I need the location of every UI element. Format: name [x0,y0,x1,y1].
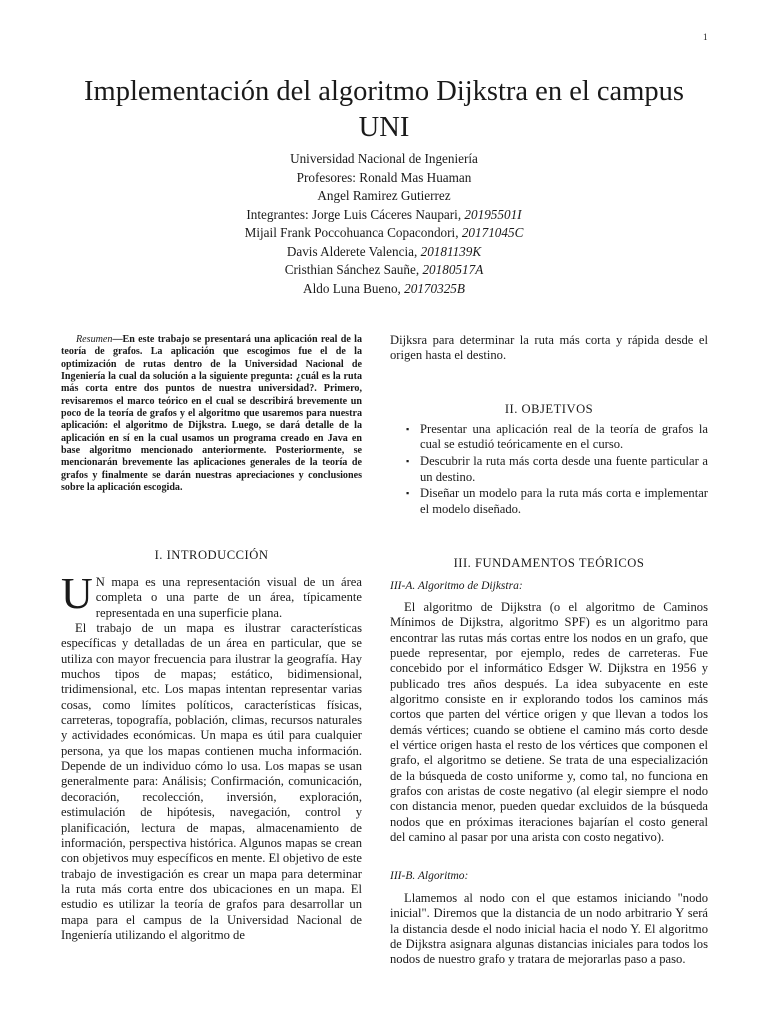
subsection-heading-algoritmo: III-B. Algoritmo: [390,870,469,882]
paper-title: Implementación del algoritmo Dijkstra en el campus UNI [84,76,684,143]
author-block [60,150,708,298]
subsection-heading-dijkstra: III-A. Algoritmo de Dijkstra: [390,580,523,592]
institution: Universidad Nacional de Ingeniería [290,151,478,166]
algoritmo-paragraph: Llamemos al nodo con el que estamos iniciando "nodo inicial". Diremos que la distancia de un nodo arbitrario Y será la distancia desde el nodo inicial hacia el nodo Y. El algoritmo de Dijkstra asignara algunas distancias iniciales para todos los nodos de nuestro grafo y tratara de mejorarlas paso a paso. [390,891,708,967]
intro-paragraph-2: El trabajo de un mapa es ilustrar características específicas y detalladas de un área en particular, que se utiliza con mayor frecuencia para ilustrar la geografía. Hay muchos tipos de mapas; estático, bidimensional, tridimensional, etc. Los mapas intentan representar varias cosas, como límites políticos, características físicas, carreteras, topografía, población, climas, recursos naturales y actividades económicas. Un mapa es útil para cualquier persona, ya que los mapas contienen mucha información. Depende de un individuo cómo lo usa. Los mapas se usan generalmente para: Análisis; Confirmación, comunicación, decoración, recolección, inversión, exploración, estimulación de hipótesis, navegación, control y planificación, lectura de mapas, almacenamiento de información, perspectiva histórica. Algunos mapas se crean con objetivos muy específicos en mente. El objetivo de este trabajo de investigación es crear un mapa para determinar la ruta más corta entre dos ubicaciones en un mapa. El estudio es utilizar la teoría de grafos para desarrollar un mapa para el campus de la Universidad Nacional de Ingeniería utilizando el algoritmo de [61,621,362,942]
member: Aldo Luna Bueno, 20170325B [303,280,465,296]
professors: Profesores: Ronald Mas Huaman [296,169,472,185]
objective-item: ▪ Descubrir la ruta más corta desde una fuente particular a un destino. [390,454,708,485]
page-number: 1 [703,32,708,42]
member: Davis Alderete Valencia, 20181139K [286,243,482,259]
abstract-text: —En este trabajo se presentará una aplicación real de la teoría de grafos. La aplicación que escogimos fue el de la optimización de rutas dentro de la Universidad Nacional de Ingeniería la cual da solución a la siguiente pregunta: ¿cuál es la ruta más corta entre dos puntos de nuestra universidad?. Primero, revisaremos el marco teórico en el cual se describirá brevemente un poco de la teoría de grafos y el algoritmo que usaremos para nuestra aplicación: el algoritmo de Dijkstra. Luego, se dará detalle de la aplicación en sí en la cual usamos un programa creado en Java en base algoritmo mencionado anteriormente. Posteriormente, se mencionarán brevemente las aplicaciones generales de la teoría de grafos y finalmente se darán nuestras apreciaciones y conclusiones sobre la aplicación escogida. [61,334,362,494]
objectives-list [390,422,708,517]
section-heading-fundamentos: III. FUNDAMENTOS TEÓRICOS [453,556,645,570]
dropcap: U [61,569,93,618]
continuation-text: Dijksra para determinar la ruta más corta y rápida desde el origen hasta el destino. [390,333,708,363]
intro-paragraph-1: U N mapa es una representación visual de un área completa o una parte de un área, típicamente representada en una superficie plana. [61,569,362,620]
professor-2: Angel Ramirez Gutierrez [317,188,451,203]
abstract [61,334,362,494]
objective-item: ▪ Diseñar un modelo para la ruta más corta e implementar el modelo diseñado. [390,486,708,517]
dijkstra-paragraph: El algoritmo de Dijkstra (o el algoritmo de Caminos Mínimos de Dijkstra, algoritmo SPF) es un algoritmo para encontrar las rutas más cortas entre los nodos en un grafo, que puede representar, por ejemplo, redes de carreteras. Fue concebido por el informático Edsger W. Dijkstra en 1956 y publicado tres años después. La idea subyacente en este algoritmo consiste en ir explorando todos los caminos más cortos que parten del vértice origen y que llevan a todos los demás vértices; cuando se obtiene el camino más corto desde el vértice origen hasta el resto de los vértices que componen el grafo, el algoritmo se detiene. Se trata de una especialización de la búsqueda de costo uniforme y, como tal, no funciona en grafos con aristas de coste negativo (al elegir siempre el nodo con distancia menor, pueden quedar excluidos de la búsqueda nodos que en próximas iteraciones bajarían el costo general del camino al pasar por una arista con costo negativo). [390,600,708,845]
member: Mijail Frank Poccohuanca Copacondori, 20171045C [244,225,524,240]
section-heading-intro: I. INTRODUCCIÓN [154,548,269,562]
abstract-label: Resumen [76,334,113,345]
member: Integrantes: Jorge Luis Cáceres Naupari, 20195501I [246,206,522,222]
member: Cristhian Sánchez Sauñe, 20180517A [284,262,484,277]
objective-item: ▪ Presentar una aplicación real de la teoría de grafos la cual se estudió teóricamente en el curso. [390,422,708,453]
section-heading-objectives: II. OBJETIVOS [504,402,594,416]
